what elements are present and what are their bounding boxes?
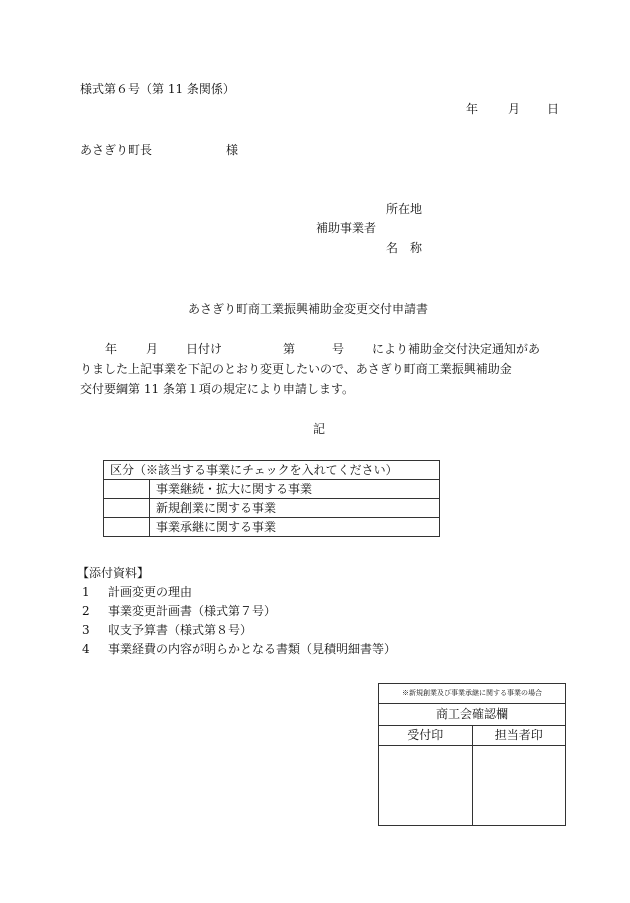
staff-stamp-area [473,746,566,826]
date-day-label: 日 [547,102,560,116]
applicant-role-label: 補助事業者 [316,221,377,235]
attachment-item [82,643,90,655]
applicant-location-label: 所在地 [386,202,423,216]
attachment-number: 2 [82,604,90,618]
addressee-honorific: 様 [226,143,239,157]
category-row[interactable] [104,480,440,499]
category-label: 事業継続・拡大に関する事業 [150,480,440,499]
body-day-label: 日付け [186,342,223,356]
reception-stamp-header: 受付印 [379,726,473,745]
body-line1-rest: により補助金交付決定通知があ [372,342,541,356]
category-row[interactable] [104,518,440,537]
chamber-note: ※新規創業及び事業承継に関する事業の場合 [379,684,565,704]
body-paragraph [80,343,560,403]
staff-stamp-header: 担当者印 [494,728,543,742]
category-table [103,460,440,537]
applicant-name-label: 名 称 [386,241,423,255]
attachment-text: 事業経費の内容が明らかとなる書類（見積明細書等） [108,642,397,656]
attachment-item [82,624,90,636]
category-label: 事業承継に関する事業 [150,518,440,537]
attachment-number: 1 [82,585,90,599]
attachment-item [82,586,90,598]
body-year-label: 年 [105,342,118,356]
attachment-number: 4 [82,642,90,656]
category-header-cell: 区分（※該当する事業にチェックを入れてください） [104,461,440,480]
chamber-column-headers [379,726,565,746]
chamber-confirmation-box [378,683,566,826]
attachment-text: 収支予算書（様式第８号） [108,623,253,637]
category-table-header [104,461,440,480]
category-checkbox-business-continuation[interactable] [104,480,150,499]
category-checkbox-new-business[interactable] [104,499,150,518]
addressee-name: あさぎり町長 [80,143,153,157]
category-row[interactable] [104,499,440,518]
date-year-label: 年 [466,102,479,116]
category-label: 新規創業に関する事業 [150,499,440,518]
attachment-number: 3 [82,623,90,637]
body-line2: りました上記事業を下記のとおり変更したいので、あさぎり町商工業振興補助金 [80,362,512,376]
body-line3: 交付要綱第 11 条第１項の規定により申請します。 [80,382,354,396]
body-dai-label: 第 [283,342,296,356]
category-checkbox-business-succession[interactable] [104,518,150,537]
date-month-label: 月 [508,102,521,116]
document-title: あさぎり町商工業振興補助金変更交付申請書 [188,302,429,316]
form-number: 様式第６号（第 11 条関係） [80,82,235,96]
body-month-label: 月 [146,342,159,356]
attachments-list [82,586,442,666]
chamber-title: 商工会確認欄 [379,704,565,726]
attachment-text: 事業変更計画書（様式第７号） [108,604,277,618]
body-go-label: 号 [332,342,345,356]
attachment-item [82,605,90,617]
attachments-heading: 【添付資料】 [77,566,150,580]
chamber-stamp-areas [379,746,565,826]
ki-label: 記 [313,422,326,436]
reception-stamp-area [379,746,473,826]
attachment-text: 計画変更の理由 [108,585,193,599]
